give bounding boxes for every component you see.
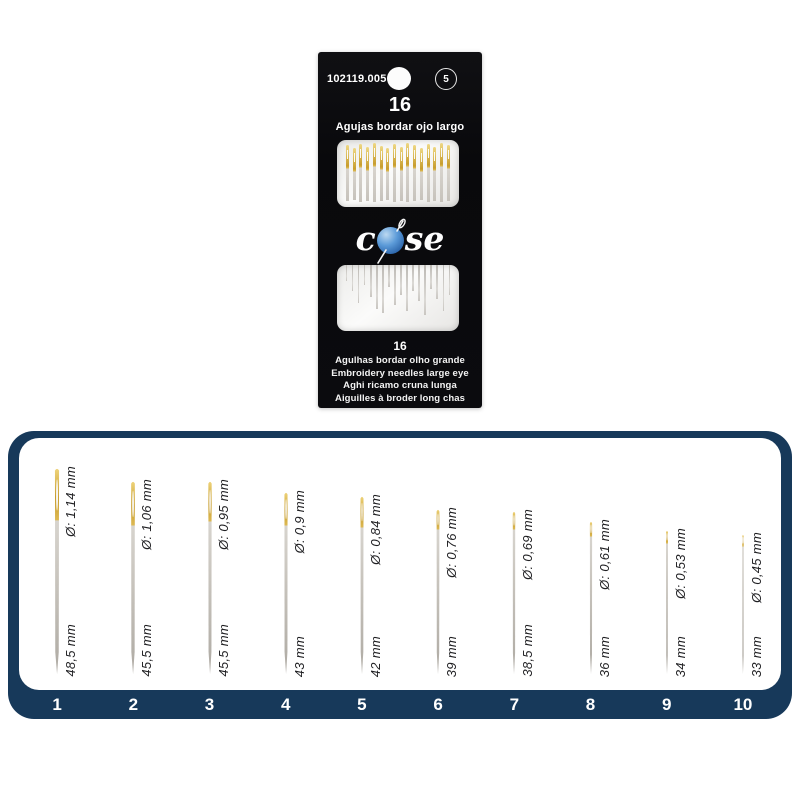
needle-number-label: 7: [509, 694, 520, 714]
needle-graphic: [665, 530, 668, 674]
packaged-needle-point: [376, 265, 377, 309]
needle-number-label: 1: [52, 694, 62, 714]
needle-column: [248, 438, 324, 690]
packaged-needle: [366, 147, 369, 201]
package-title-spanish: Agujas bordar ojo largo: [335, 121, 465, 133]
needle-graphic: [207, 481, 212, 674]
needle-graphic: [512, 511, 516, 674]
needle-length-label: 33 mm: [748, 635, 764, 677]
packaged-needle-point: [418, 265, 419, 301]
needle-eye-slit: [381, 151, 382, 160]
packaged-needle: [420, 148, 423, 200]
needle-number-label: 9: [661, 694, 672, 714]
needle-number-label: 4: [280, 694, 291, 714]
needle-eye-slit: [401, 152, 402, 161]
needle-eye-slit: [407, 148, 408, 157]
packaged-needle-point: [430, 265, 431, 289]
description-portuguese: Agulhas bordar olho grande: [335, 355, 465, 366]
packaged-needle: [380, 146, 383, 201]
needle-diameter-label: Ø: 0,84 mm: [367, 494, 383, 565]
description-italian: Aghi ricamo cruna lunga: [343, 380, 457, 392]
needle-eye-slit: [360, 149, 361, 158]
package-descriptions: [318, 355, 482, 405]
needle-length-label: 45,5 mm: [139, 624, 155, 677]
needle-column: [629, 438, 705, 690]
needle-length-label: 43 mm: [291, 635, 307, 677]
thread-ball-icon: [377, 227, 404, 254]
needle-eye-slit: [347, 150, 348, 159]
packaged-needle: [400, 147, 403, 201]
size-chart-panel: [19, 438, 781, 690]
packaged-needle: [359, 144, 362, 202]
needle-column: [705, 438, 781, 690]
needle-diameter-label: Ø: 1,14 mm: [63, 466, 79, 537]
needle-eye-slit: [387, 153, 388, 162]
needle-length-label: 36 mm: [596, 635, 612, 677]
needle-graphic: [130, 481, 136, 674]
needle-column: [171, 438, 247, 690]
size-chart-number-strip: [19, 690, 781, 719]
packaged-needle: [346, 145, 349, 201]
needle-package-card: [318, 52, 482, 408]
packaged-needle: [353, 148, 356, 200]
blister-window-needle-points: [337, 265, 459, 331]
needle-column: [552, 438, 628, 690]
needle-eye-slit: [354, 153, 355, 162]
needle-eye-slit: [434, 152, 435, 161]
needle-column: [476, 438, 552, 690]
packaged-needle-point: [443, 265, 444, 311]
packaged-needle-point: [400, 265, 401, 295]
packaged-needle-point: [436, 265, 437, 299]
needle-eye-slit: [448, 150, 449, 159]
packaged-needle-point: [352, 265, 353, 291]
needle-eye-slit: [367, 152, 368, 161]
blister-window-needle-eyes: [337, 140, 459, 207]
needle-graphic: [359, 496, 364, 674]
needle-eye-slit: [394, 149, 395, 158]
needle-diameter-label: Ø: 0,53 mm: [672, 528, 688, 599]
needle-length-label: 48,5 mm: [63, 624, 79, 677]
needle-diameter-label: Ø: 0,9 mm: [291, 490, 307, 554]
needle-graphic: [283, 492, 288, 674]
packaged-needle-point: [364, 265, 365, 285]
needle-diameter-label: Ø: 0,45 mm: [748, 532, 764, 603]
packaged-needle: [413, 145, 416, 201]
packaged-needle-point: [412, 265, 413, 291]
needle-graphic: [589, 521, 593, 674]
packaged-needle-point: [370, 265, 371, 297]
packaged-needle: [386, 148, 389, 200]
packaged-needle-point: [346, 265, 347, 281]
needle-size-chart: [8, 431, 792, 719]
needle-eye-slit: [421, 153, 422, 162]
packaged-needle: [427, 144, 430, 202]
packaged-needle: [406, 143, 409, 202]
product-sku: 102119.005: [327, 73, 387, 85]
needle-diameter-label: Ø: 0,61 mm: [596, 519, 612, 590]
needle-diameter-label: Ø: 0,76 mm: [444, 507, 460, 578]
needle-diameter-label: Ø: 0,69 mm: [520, 509, 536, 580]
needle-length-label: 45,5 mm: [215, 624, 231, 677]
packaged-needle-point: [394, 265, 395, 305]
packaged-needle: [393, 144, 396, 202]
description-english: Embroidery needles large eye: [331, 367, 469, 379]
needle-length-label: 34 mm: [672, 635, 688, 677]
packaged-needle-point: [388, 265, 389, 287]
needle-column: [95, 438, 171, 690]
needle-length-label: 38,5 mm: [520, 624, 536, 677]
needle-size-number-top: 16: [388, 94, 412, 116]
needle-number-label: 10: [733, 694, 753, 714]
needle-eye-slit: [428, 149, 429, 158]
needle-number-label: 8: [585, 694, 596, 714]
needle-eye-slit: [374, 148, 375, 157]
description-french: Aiguilles à broder long chas: [334, 392, 466, 404]
packaged-needle: [373, 143, 376, 202]
packaged-needle-point: [424, 265, 425, 315]
packaged-needle: [440, 143, 443, 202]
hang-hole: [387, 67, 411, 90]
needle-through-ball-icon: [371, 213, 411, 267]
needle-eye-slit: [441, 148, 442, 157]
needle-graphic: [436, 509, 440, 674]
packaged-needle-point: [449, 265, 450, 295]
needle-column: [19, 438, 95, 690]
quantity-badge: 5: [435, 68, 457, 90]
brand-logo-text-left: c: [355, 219, 376, 258]
needle-column: [400, 438, 476, 690]
needle-number-label: 3: [204, 694, 215, 714]
needle-graphic: [54, 468, 60, 674]
needle-column: [324, 438, 400, 690]
needle-diameter-label: Ø: 1,06 mm: [139, 479, 155, 550]
packaged-needle-point: [382, 265, 383, 313]
needle-graphic: [741, 534, 744, 674]
packaged-needle-point: [358, 265, 359, 303]
needle-number-label: 5: [357, 694, 367, 714]
brand-logo: [318, 218, 482, 260]
needle-length-label: 39 mm: [444, 635, 460, 677]
needle-diameter-label: Ø: 0,95 mm: [215, 479, 231, 550]
packaged-needle: [433, 147, 436, 201]
needle-size-number-bottom: 16: [393, 339, 407, 353]
packaged-needle-point: [406, 265, 407, 311]
needle-number-label: 2: [128, 694, 139, 714]
needle-number-label: 6: [433, 694, 443, 714]
needle-eye-slit: [414, 150, 415, 159]
needle-length-label: 42 mm: [367, 635, 383, 677]
packaged-needle: [447, 145, 450, 201]
brand-logo-text-right: se: [404, 219, 445, 258]
